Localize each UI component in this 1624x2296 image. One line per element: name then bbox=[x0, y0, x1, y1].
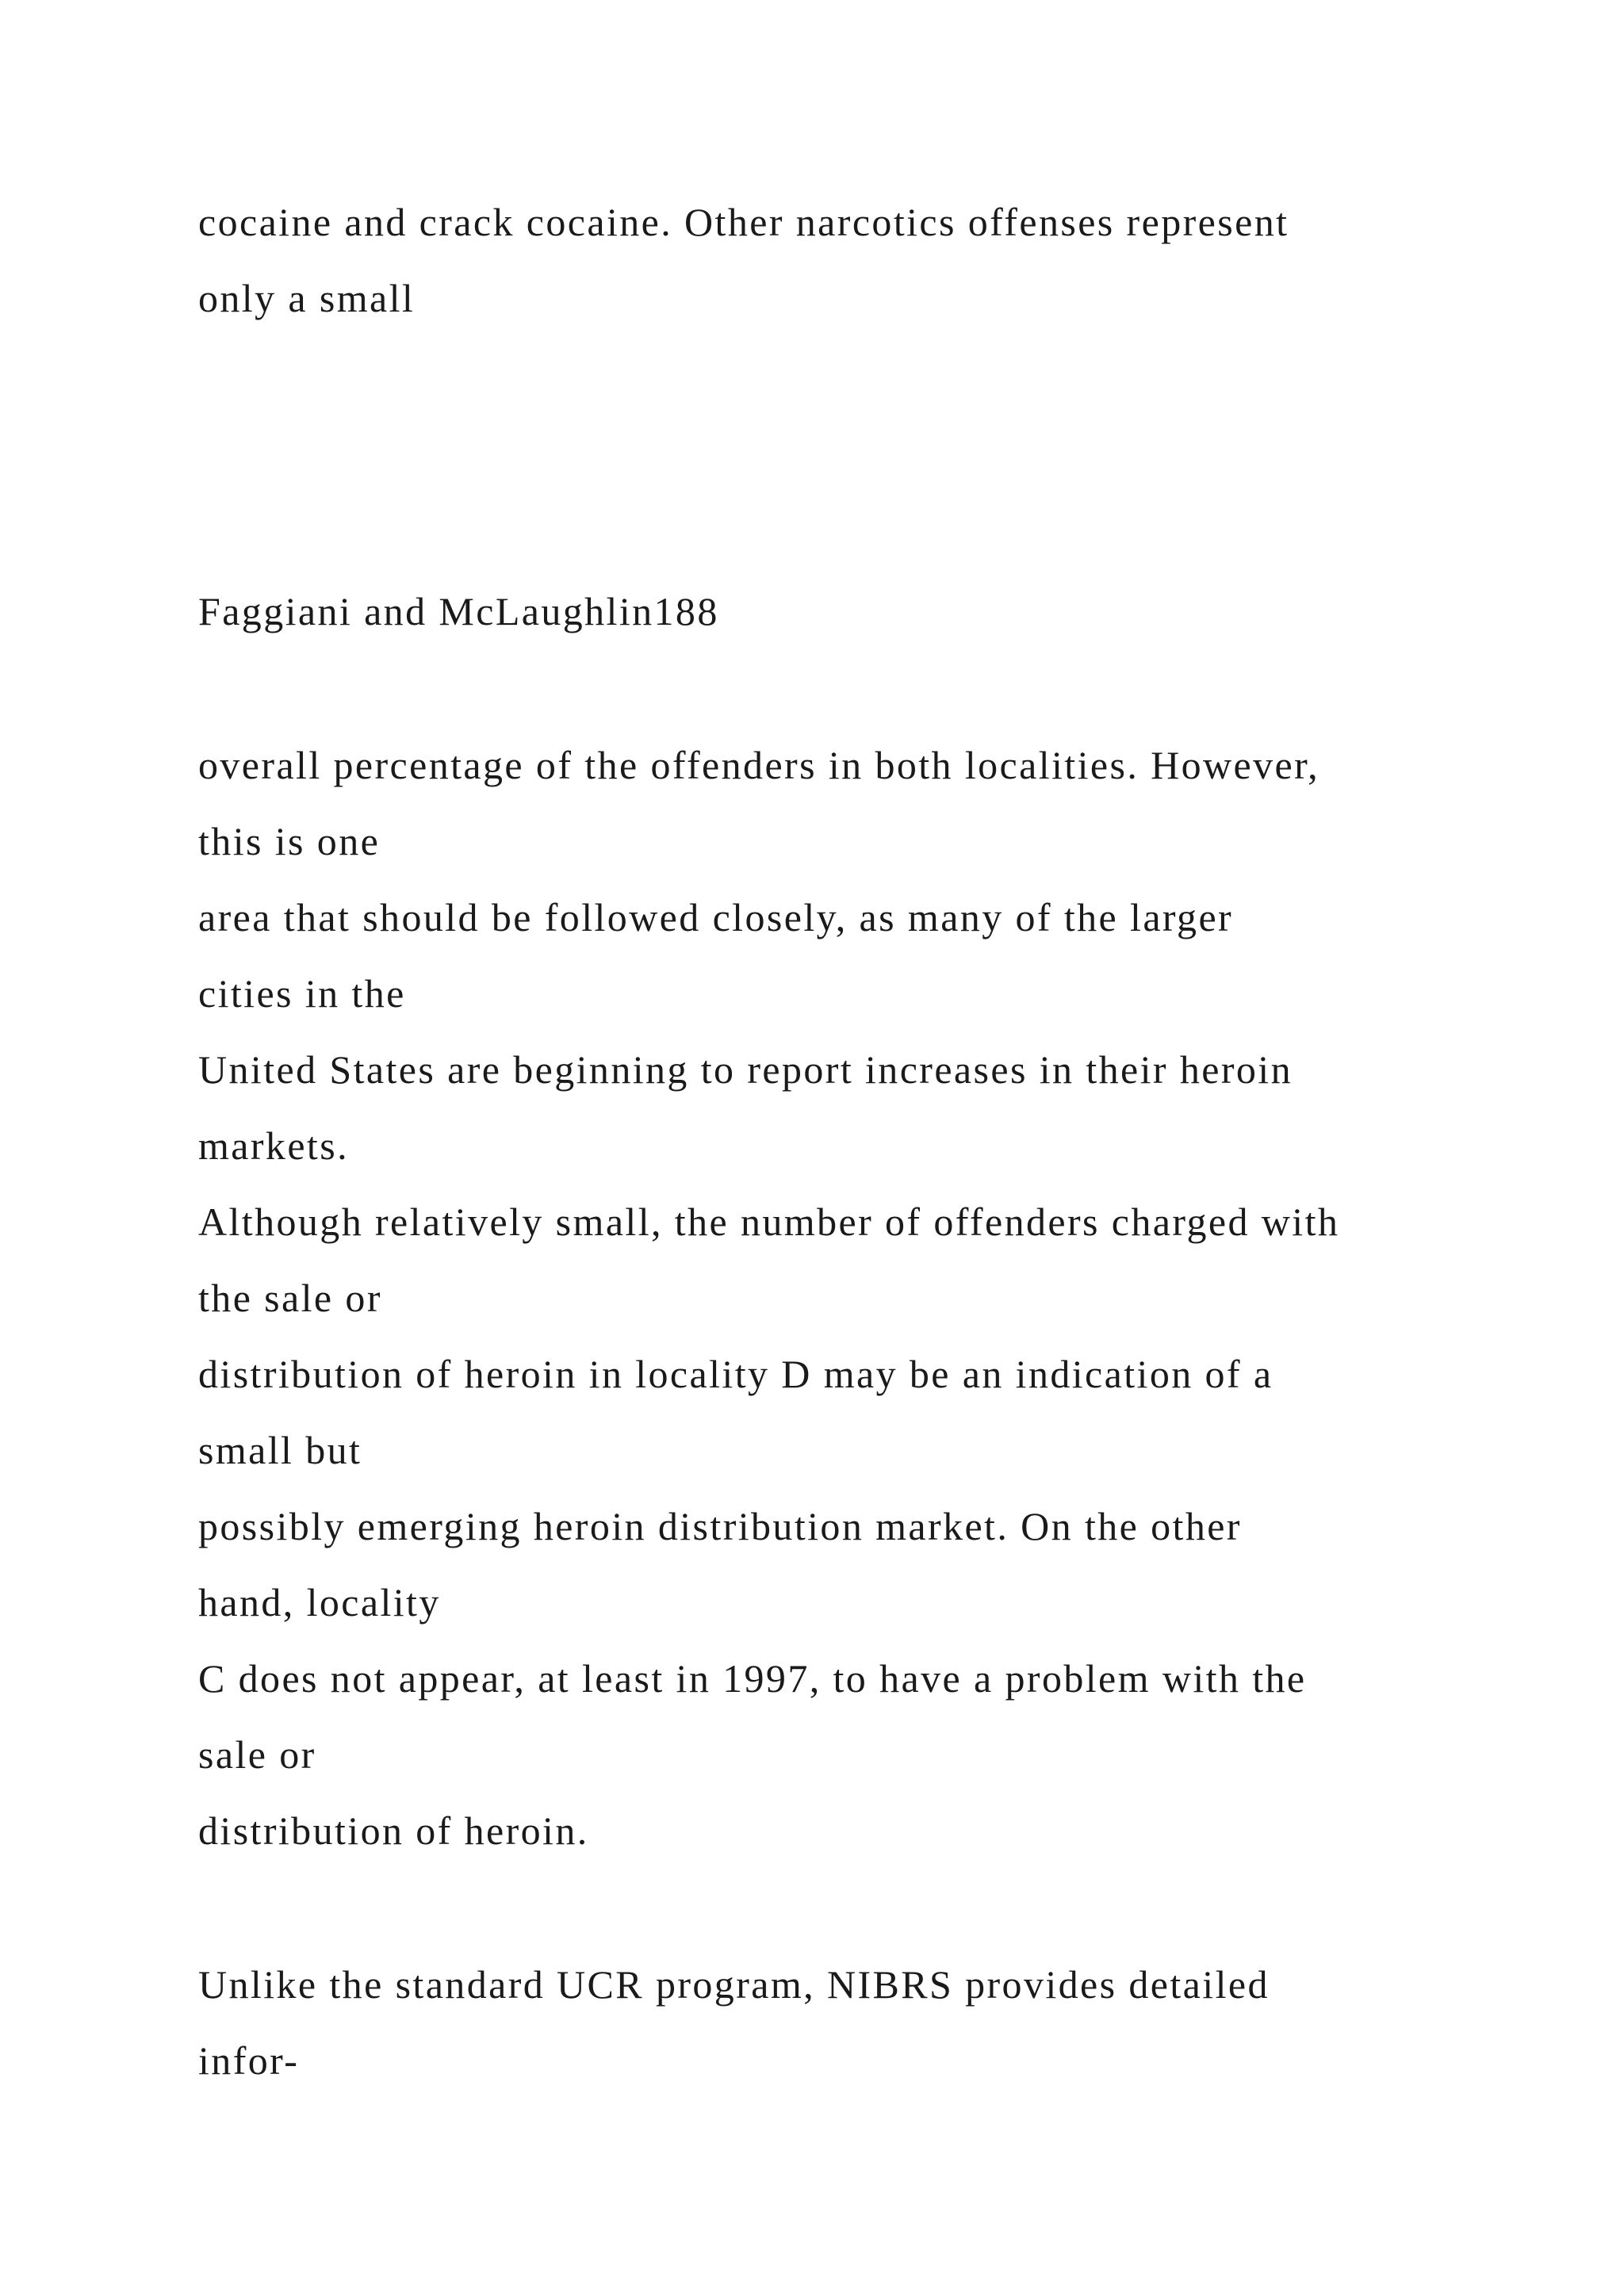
text-line: United States are beginning to report increases in their heroin bbox=[198, 1047, 1293, 1092]
text-line: small but bbox=[198, 1428, 362, 1472]
text-line: hand, locality bbox=[198, 1580, 441, 1624]
text-line: this is one bbox=[198, 819, 381, 863]
text-line: Although relatively small, the number of offenders charged with bbox=[198, 1200, 1340, 1244]
text-line: markets. bbox=[198, 1123, 349, 1168]
text-line: cocaine and crack cocaine. Other narcotics offenses represent bbox=[198, 200, 1289, 244]
text-line: distribution of heroin. bbox=[198, 1808, 589, 1853]
text-line: cities in the bbox=[198, 971, 406, 1016]
text-line: distribution of heroin in locality D may be an indication of a bbox=[198, 1352, 1274, 1396]
text-line: the sale or bbox=[198, 1276, 382, 1320]
running-header: Faggiani and McLaughlin188 bbox=[198, 589, 719, 633]
text-line: sale or bbox=[198, 1732, 316, 1777]
text-line: only a small bbox=[198, 276, 416, 320]
text-line: possibly emerging heroin distribution market. On the other bbox=[198, 1504, 1242, 1548]
text-line: area that should be followed closely, as many of the larger bbox=[198, 895, 1234, 939]
text-line: overall percentage of the offenders in both localities. However, bbox=[198, 743, 1320, 787]
text-line: C does not appear, at least in 1997, to have a problem with the bbox=[198, 1656, 1307, 1701]
text-line: Unlike the standard UCR program, NIBRS provides detailed bbox=[198, 1962, 1270, 2007]
text-line: infor- bbox=[198, 2038, 300, 2083]
